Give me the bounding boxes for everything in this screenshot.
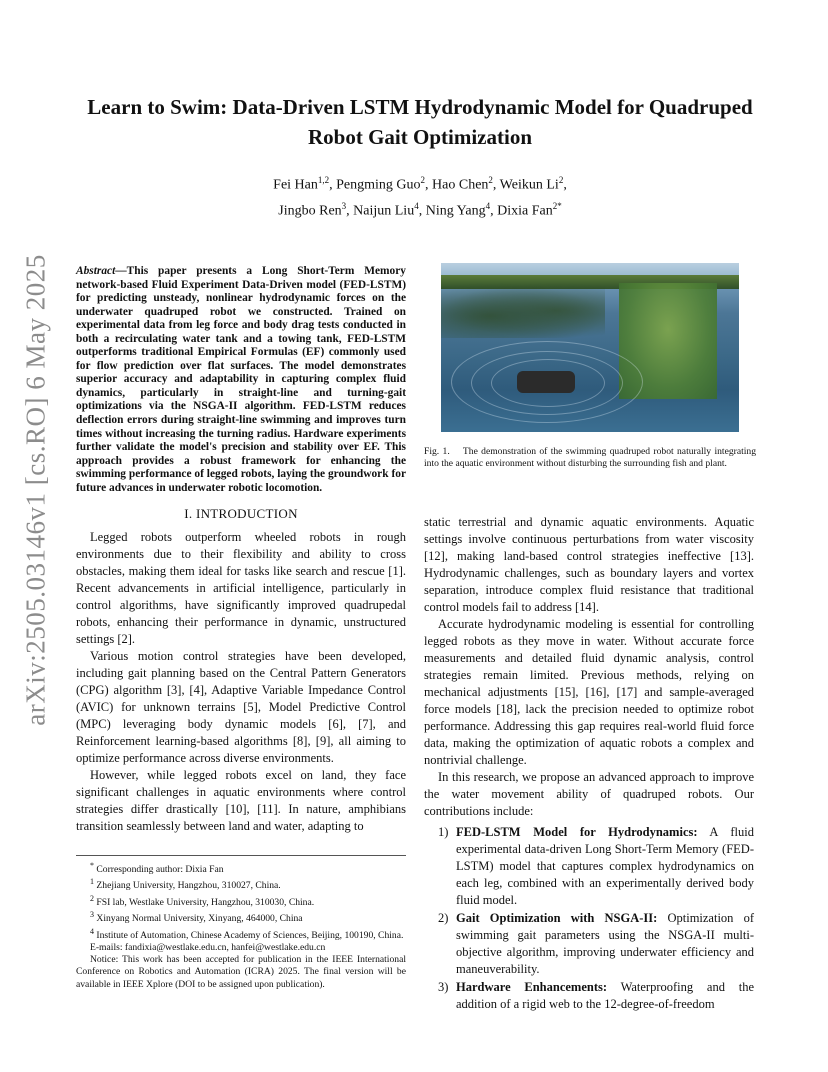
footnote-mark: * [90, 861, 94, 870]
footnote-text: Xinyang Normal University, Xinyang, 464000, China [96, 913, 303, 925]
contribution-item [424, 824, 754, 909]
email-text: E-mails: fandixia@westlake.edu.cn, hanfei@westlake.edu.cn [90, 941, 326, 953]
email-line [76, 942, 406, 954]
author-affiliation: 2 [488, 175, 493, 185]
author-affiliation: 4 [414, 200, 419, 211]
author-separator: , [425, 177, 433, 193]
item-heading: Gait Optimization with NSGA-II: [456, 911, 658, 925]
footnote-text: Corresponding author: Dixia Fan [96, 864, 224, 876]
item-heading: FED-LSTM Model for Hydrodynamics: [456, 825, 698, 839]
footnote-text: Institute of Automation, Chinese Academy of Sciences, Beijing, 100190, China. [96, 929, 404, 941]
body-paragraph: static terrestrial and dynamic aquatic environments. Aquatic settings involve continuous perturbations from water viscosity [12], making land-based control strategies ineffective [13]. Hydrodynamic challenges, such as boundary layers and vortex separation, introduce complex fluid resistance that traditional control models fail to address [14]. [424, 515, 754, 614]
figure-label: Fig. 1. [424, 446, 450, 457]
author-affiliation: 2 [558, 175, 564, 185]
footnote-mark: 1 [90, 877, 94, 887]
figure-1-photo [441, 263, 739, 432]
author-name: Pengming Guo [336, 177, 421, 193]
intro-paragraph: However, while legged robots excel on land, they face significant challenges in aquatic environments where control strategies differ drastically [10], [11]. In nature, amphibians transition seamlessly between land and water, adapting to [76, 768, 406, 834]
author-list [80, 170, 760, 221]
author-name: Hao Chen [432, 177, 489, 193]
author-separator: , [563, 177, 567, 193]
figure-1-caption [424, 446, 756, 470]
author-name: Dixia Fan [497, 203, 553, 219]
intro-paragraph: Legged robots outperform wheeled robots in rough environments due to their flexibility and ability to cross obstacles, making them ideal for tasks like search and rescue [1]. Recent advancements in artificial intelligence, particularly in control algorithms, have significantly improved quadrupedal robots, enhancing their performance in dynamic, unstructured settings [2]. [76, 530, 406, 647]
item-number: 2) [438, 911, 449, 925]
footnote-mark: 4 [90, 926, 94, 936]
footnote [76, 893, 406, 909]
section-heading-introduction: I. INTRODUCTION [184, 506, 298, 522]
intro-paragraph: Various motion control strategies have been developed, including gait planning based on the Central Pattern Generators (CPG) algorithm [3], [4], Adaptive Variable Impedance Control (AVIC) for unknown terrains [5], Model Predictive Control (MPC) leveraging body dynamic models [6], [7], and Reinforcement learning-based algorithms [8], [9], all aiming to optimize performance across diverse environments. [76, 649, 406, 766]
item-number: 1) [438, 825, 449, 839]
author-affiliation: 2* [552, 200, 562, 211]
author-name: Jingbo Ren [278, 203, 342, 219]
author-name: Ning Yang [425, 203, 486, 219]
footnote-text: Zhejiang University, Hangzhou, 310027, China. [96, 880, 281, 892]
right-column [424, 514, 754, 1014]
author-affiliation: 4 [485, 200, 491, 211]
contribution-item [424, 979, 754, 1013]
left-column [76, 265, 406, 835]
item-text: A fluid experimental data-driven Long Short-Term Memory (FED-LSTM) model that captures complex hydrodynamics on each leg, combined with an experimentally derived body fluid model. [456, 825, 754, 907]
item-number: 3) [438, 980, 449, 994]
footnote [76, 926, 406, 942]
arxiv-identifier [6, 254, 66, 726]
author-separator: , [329, 177, 337, 193]
footnote [76, 860, 406, 876]
contributions-list [424, 824, 754, 1013]
photo-tree-reflection [441, 283, 605, 338]
abstract-dash: — [115, 265, 127, 277]
body-paragraph: In this research, we propose an advanced approach to improve the water movement ability of quadruped robots. Our contributions include: [424, 770, 754, 818]
footnote [76, 876, 406, 892]
author-line-1 [80, 170, 760, 196]
figure-caption-text: The demonstration of the swimming quadruped robot naturally integrating into the aquatic environment without disturbing the surrounding fish and plant. [424, 446, 757, 470]
author-affiliation: 1,2 [317, 175, 330, 185]
author-affiliation: 3 [341, 200, 347, 211]
author-affiliation: 2 [420, 175, 426, 185]
photo-quadruped-robot [517, 371, 575, 393]
publication-notice [76, 954, 406, 991]
item-heading: Hardware Enhancements: [456, 980, 608, 994]
footnote-mark: 3 [90, 910, 94, 920]
footnotes [76, 855, 406, 991]
paper-title: Learn to Swim: Data-Driven LSTM Hydrodynamic Model for Quadruped Robot Gait Optimization [87, 95, 753, 149]
footnote-mark: 2 [90, 893, 94, 903]
abstract [76, 265, 406, 495]
notice-text: Notice: This work has been accepted for publication in the IEEE International Conference on Robotics and Automation (ICRA) 2025. The final version will be available in IEEE Xplore (DOI to be assigned upon publication). [76, 954, 406, 990]
arxiv-identifier-text: arXiv:2505.03146v1 [cs.RO] 6 May 2025 [20, 254, 51, 726]
author-separator: , [418, 203, 426, 219]
item-text: Waterproofing and the addition of a rigid web to the 12-degree-of-freedom [456, 980, 754, 1011]
author-line-2 [80, 196, 760, 222]
author-name: Naijun Liu [353, 203, 415, 219]
author-separator: , [346, 203, 354, 219]
author-separator: , [490, 203, 498, 219]
abstract-label: Abstract [76, 265, 116, 277]
body-paragraph: Accurate hydrodynamic modeling is essential for controlling legged robots as they move in water. Without accurate force measurements and detailed fluid dynamic analysis, control strategies remain limited. Previous methods, relying on mechanical adjustments [15], [16], [17] and sample-averaged force models [18], lack the precision needed to optimize robot performance. Addressing this gap requires real-world fluid force data, making the optimization of aquatic robots a complex and nontrivial challenge. [424, 617, 754, 767]
footnote-text: FSI lab, Westlake University, Hangzhou, 310030, China. [96, 896, 315, 908]
footnote [76, 909, 406, 925]
author-name: Fei Han [273, 177, 318, 193]
contribution-item [424, 910, 754, 978]
author-name: Weikun Li [499, 177, 559, 193]
author-separator: , [492, 177, 500, 193]
item-text: Optimization of swimming gait parameters using the NSGA-II multi-objective algorithm, improving underwater efficiency and maneuverability. [456, 911, 754, 976]
abstract-text: This paper presents a Long Short-Term Memory network-based Fluid Experiment Data-Driven model (FED-LSTM) for predicting unsteady, nonlinear hydrodynamic forces on the underwater quadruped robot we constructed. Trained on experimental data from leg force and body drag tests conducted in both a recirculating water tank and a towing tank, FED-LSTM outperforms traditional Empirical Formulas (EF) commonly used for flow prediction over flat surfaces. The model demonstrates superior accuracy and adaptability in capturing complex fluid dynamics, particularly in straight-line and turning-gait optimizations via the NSGA-II algorithm. FED-LSTM reduces deflection errors during straight-line swimming and improves turn times without increasing the turning radius. Hardware experiments further validate the model's precision and stability over EF. This approach provides a robust framework for enhancing the swimming performance of legged robots, laying the groundwork for future advances in underwater robotic locomotion. [76, 265, 406, 494]
